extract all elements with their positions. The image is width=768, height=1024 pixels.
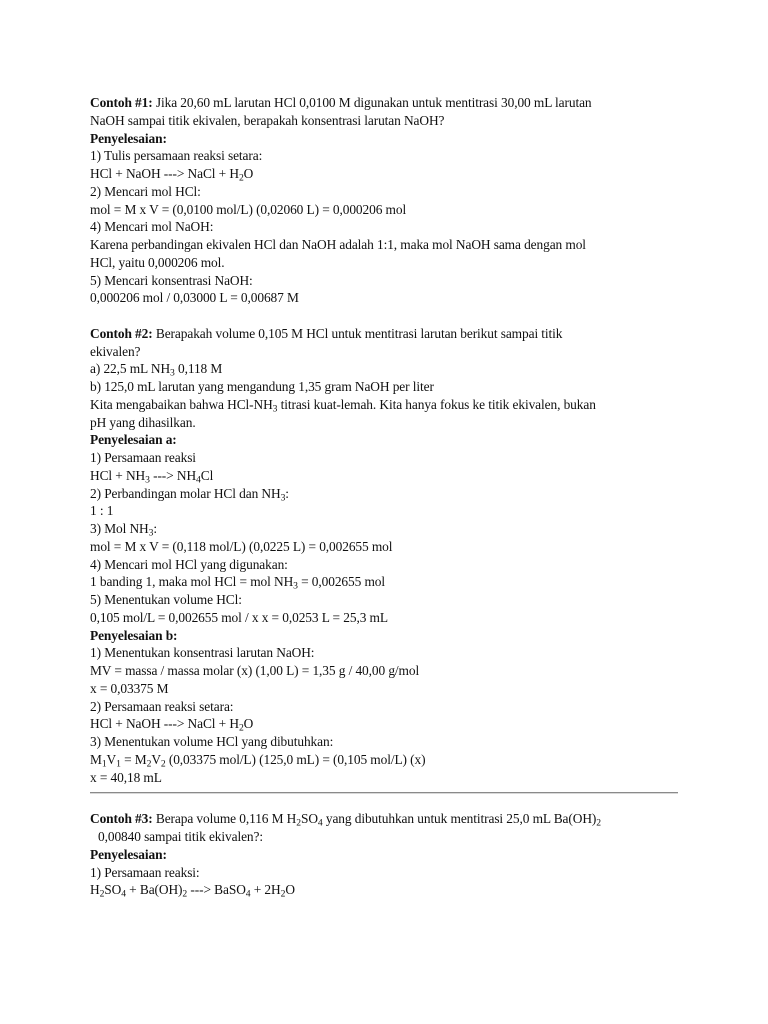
- reaction-equation: HCl + NaOH ---> NaCl + $H_2O$: [90, 716, 254, 734]
- step: 2) Persamaan reaksi setara:: [90, 698, 234, 714]
- contoh-2-label: Contoh #2:: [90, 325, 153, 341]
- contoh-2-question-cont: ekivalen?: [90, 343, 141, 359]
- step: 1) Menentukan konsentrasi larutan NaOH:: [90, 645, 315, 661]
- reaction-equation: $H_2SO_4 + Ba(OH)_2$ ---> BaSO$_4$ + $2H_2O$: [90, 882, 295, 900]
- note-cont: pH yang dihasilkan.: [90, 414, 196, 430]
- penyelesaian-a-heading: Penyelesaian a:: [90, 432, 177, 448]
- calculation: 1 banding 1, maka mol HCl = mol $NH_3 = 0,002655$ mol: [90, 574, 386, 592]
- contoh-1-question: Contoh #1: Jika 20,60 mL larutan HCl 0,0100 M digunakan untuk mentitrasi 30,00 mL larutan: [90, 95, 592, 110]
- document-body: [90, 94, 690, 899]
- calculation: $M_1V_1 = M_2V_2$ (0,03375 mol/L) (125,0 mL) = (0,105 mol/L) (x): [90, 751, 426, 770]
- note: Kita mengabaikan bahwa HCl-$NH_3$ titrasi kuat-lemah. Kita hanya fokus ke titik ekivalen, bukan: [90, 396, 596, 415]
- option-a: a) 22,5 mL $NH_3$ 0,118 M: [90, 361, 223, 379]
- contoh-3-question: Contoh #3: Berapa volume 0,116 M $H_2SO_4$ yang dibutuhkan untuk mentitrasi 25,0 mL $Ba(OH)_2$: [90, 811, 601, 829]
- ratio: 1 : 1: [90, 503, 114, 519]
- result: 0,000206 mol / 0,03000 L = 0,00687 M: [90, 290, 299, 306]
- horizontal-divider: [90, 792, 678, 794]
- result: x = 0,03375 M: [90, 680, 169, 696]
- option-b: b) 125,0 mL larutan yang mengandung 1,35 gram NaOH per liter: [90, 379, 434, 394]
- step: 1) Persamaan reaksi: [90, 450, 196, 465]
- step: 1) Persamaan reaksi:: [90, 864, 200, 880]
- contoh-3-question-cont: 0,00840 sampai titik ekivalen?:: [98, 829, 263, 844]
- step: 4) Mencari mol NaOH:: [90, 219, 214, 235]
- penyelesaian-heading: Penyelesaian:: [90, 846, 167, 862]
- penyelesaian-b-heading: Penyelesaian b:: [90, 627, 178, 643]
- result: 0,105 mol/L = 0,002655 mol / x x = 0,0253 L = 25,3 mL: [90, 609, 388, 625]
- contoh-1-label: Contoh #1:: [90, 95, 153, 110]
- calculation: mol = M x V = (0,118 mol/L) (0,0225 L) = 0,002655 mol: [90, 538, 393, 554]
- step: 2) Perbandingan molar HCl dan $NH_3$:: [90, 485, 289, 504]
- step: 3) Menentukan volume HCl yang dibutuhkan:: [90, 734, 334, 749]
- step: 5) Mencari konsentrasi NaOH:: [90, 272, 253, 288]
- contoh-3-label: Contoh #3:: [90, 811, 153, 827]
- result: x = 40,18 mL: [90, 769, 162, 785]
- contoh-2-question: Contoh #2: Berapakah volume 0,105 M HCl untuk mentitrasi larutan berikut sampai titik: [90, 325, 563, 341]
- penyelesaian-heading: Penyelesaian:: [90, 130, 167, 146]
- calculation: MV = massa / massa molar (x) (1,00 L) = 1,35 g / 40,00 g/mol: [90, 663, 420, 678]
- explanation-cont: HCl, yaitu 0,000206 mol.: [90, 254, 225, 270]
- contoh-1-question-cont: NaOH sampai titik ekivalen, berapakah konsentrasi larutan NaOH?: [90, 112, 445, 128]
- step: 2) Mencari mol HCl:: [90, 183, 201, 199]
- explanation: Karena perbandingan ekivalen HCl dan NaOH adalah 1:1, maka mol NaOH sama dengan mol: [90, 237, 586, 252]
- reaction-equation: HCl + $NH_3$ ---> $NH_4Cl$: [90, 467, 214, 486]
- step: 3) Mol $NH_3$:: [90, 521, 157, 539]
- step: 1) Tulis persamaan reaksi setara:: [90, 148, 263, 164]
- reaction-equation: HCl + NaOH ---> NaCl + $H_2O$: [90, 166, 254, 184]
- step: 4) Mencari mol HCl yang digunakan:: [90, 556, 288, 572]
- calculation: mol = M x V = (0,0100 mol/L) (0,02060 L) = 0,000206 mol: [90, 201, 407, 217]
- step: 5) Menentukan volume HCl:: [90, 592, 242, 607]
